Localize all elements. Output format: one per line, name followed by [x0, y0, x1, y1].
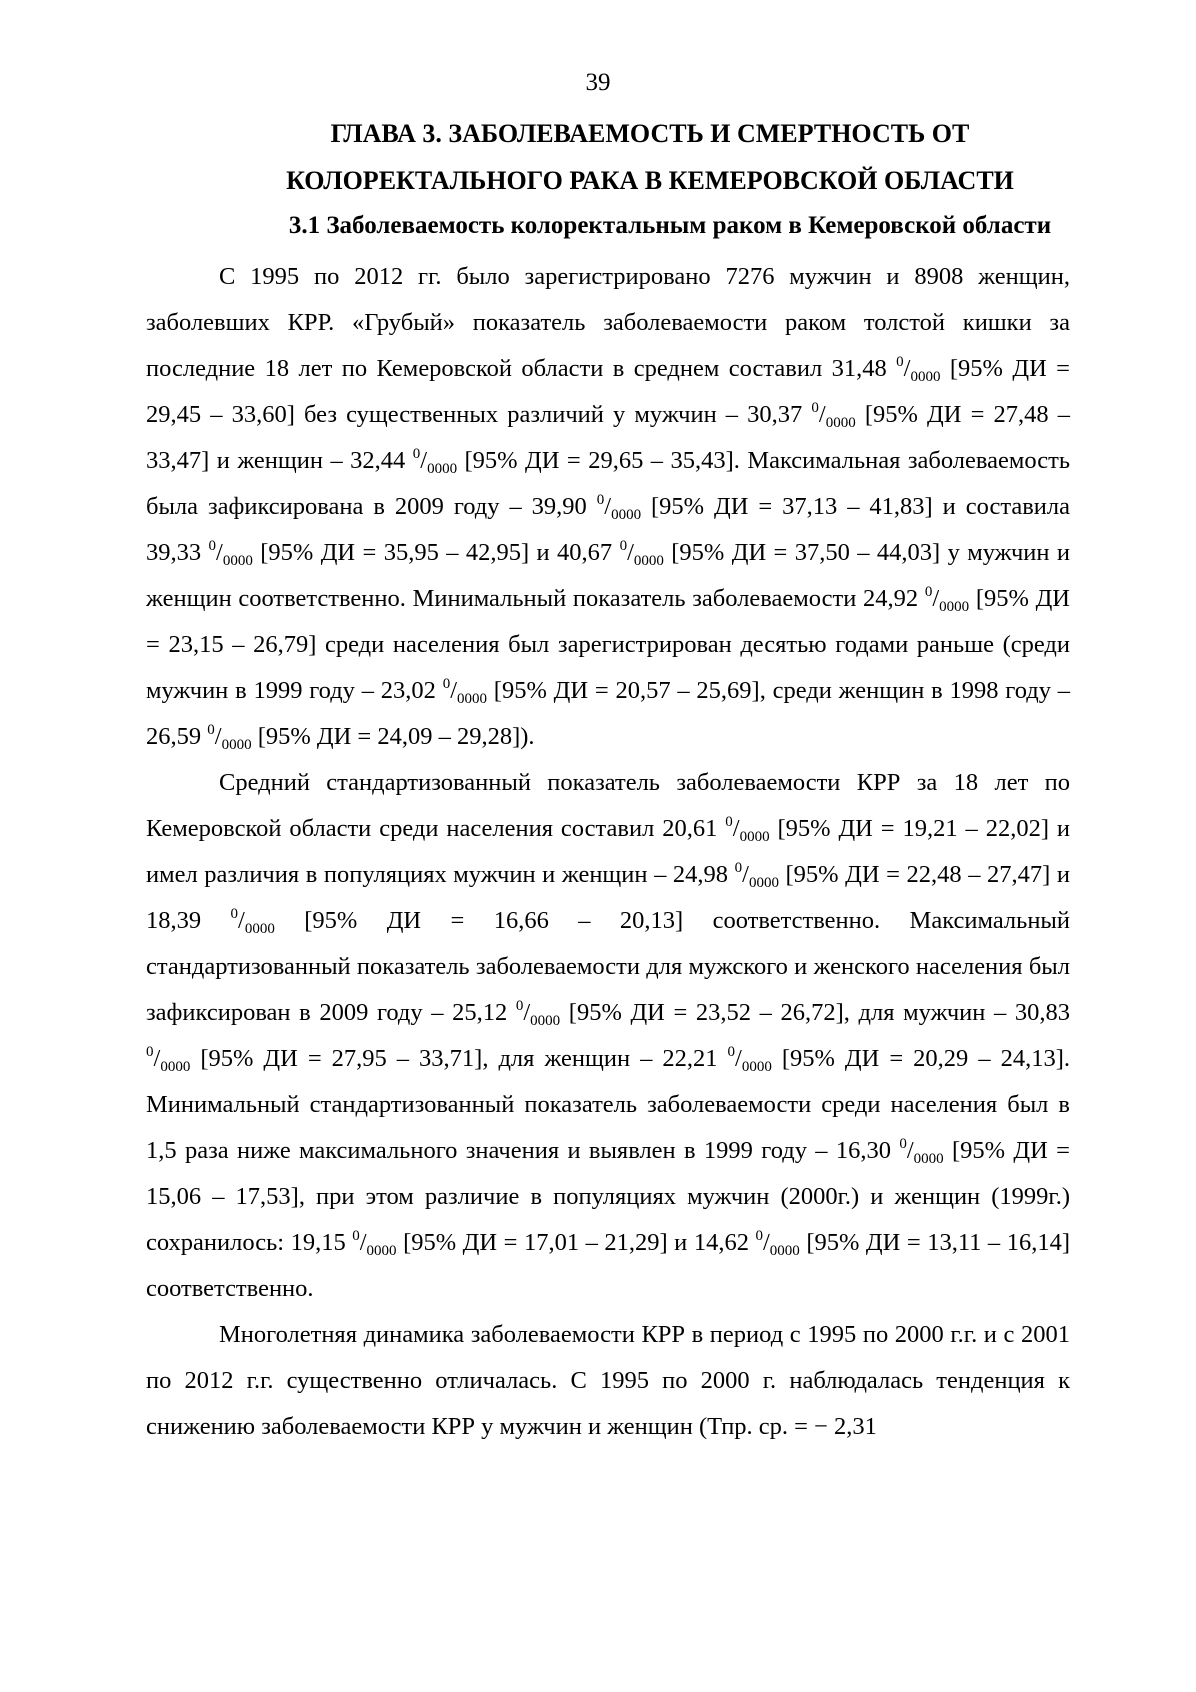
- per-100000-unit: [208, 538, 253, 569]
- paragraph-text: [95% ДИ = 22,48 – 27,47] и 18,39: [146, 861, 1071, 934]
- per-100000-unit: [596, 492, 642, 523]
- unit-superscript: 0: [515, 998, 524, 1014]
- paragraph-text: [95% ДИ = 24,09 – 29,28]).: [251, 723, 535, 750]
- unit-subscript: 0000: [160, 1059, 191, 1075]
- paragraph-text: С 1995 по 2012 гг. было зарегистрировано 7276 мужчин и 8908 женщин, заболевших КРР. «Грубый» показатель заболеваемости раком толстой кишки за последние 18 лет по Кемеровской области в среднем составил 31,48: [146, 263, 1070, 382]
- unit-slash: /: [627, 539, 634, 566]
- unit-subscript: 0000: [769, 1243, 800, 1259]
- unit-subscript: 0000: [741, 1059, 772, 1075]
- section-title: 3.1 Заболеваемость колоректальным раком в Кемеровской области: [288, 212, 1052, 239]
- unit-superscript: 0: [734, 860, 743, 876]
- chapter-title-line-1: ГЛАВА 3. ЗАБОЛЕВАЕМОСТЬ И СМЕРТНОСТЬ ОТ: [330, 119, 970, 148]
- per-100000-unit: [412, 446, 458, 477]
- per-100000-unit: [755, 1228, 800, 1259]
- paragraph-text: [95% ДИ = 37,50 – 44,03] у мужчин и женщин соответственно. Минимальный показатель заболеваемости 24,92: [146, 539, 1071, 612]
- paragraph: [146, 254, 1070, 760]
- unit-subscript: 0000: [633, 553, 664, 569]
- paragraph-text: [95% ДИ = 20,57 – 25,69], среди женщин в 1998 году – 26,59: [146, 677, 1070, 750]
- unit-slash: /: [420, 447, 428, 474]
- per-100000-unit: [515, 998, 561, 1029]
- paragraph-text: [95% ДИ = 29,65 – 35,43]. Максимальная заболеваемость была зафиксирована в 2009 году – 39,90: [146, 447, 1070, 520]
- unit-slash: /: [818, 401, 826, 428]
- unit-superscript: 0: [811, 400, 819, 416]
- paragraph-text: [95% ДИ = 13,11 – 16,14] соответственно.: [146, 1229, 1070, 1302]
- page-number: 39: [585, 69, 611, 96]
- unit-superscript: 0: [596, 492, 605, 508]
- per-100000-unit: [727, 1044, 772, 1075]
- per-100000-unit: [811, 400, 856, 431]
- unit-slash: /: [523, 999, 531, 1026]
- chapter-title: [150, 110, 1150, 204]
- unit-subscript: 0000: [244, 921, 275, 937]
- unit-superscript: 0: [207, 722, 215, 738]
- unit-superscript: 0: [899, 1136, 907, 1152]
- unit-slash: /: [932, 585, 940, 612]
- per-100000-unit: [619, 538, 664, 569]
- unit-superscript: 0: [352, 1228, 360, 1244]
- paragraph-text: [95% ДИ = 15,06 – 17,53], при этом различие в популяциях мужчин (2000г.) и женщин (1999г.) сохранилось: 19,15: [146, 1137, 1070, 1256]
- unit-slash: /: [742, 861, 749, 888]
- paragraph-text: [95% ДИ = 23,15 – 26,79] среди населения был зарегистрирован десятью годами раньше (среди мужчин в 1999 году – 23,02: [146, 585, 1070, 704]
- paragraph-text: [95% ДИ = 17,01 – 21,29] и 14,62: [396, 1229, 756, 1256]
- unit-superscript: 0: [208, 538, 217, 554]
- paragraph-text: Многолетняя динамика заболеваемости КРР в период с 1995 по 2000 г.г. и с 2001 по 2012 г.г. существенно отличалась. С 1995 по 2000 г. наблюдалась тенденция к снижению заболеваемости КРР у мужчин и женщин (Тпр. ср. = − 2,31: [146, 1321, 1070, 1440]
- unit-subscript: 0000: [913, 1151, 944, 1167]
- unit-slash: /: [903, 355, 911, 382]
- unit-slash: /: [238, 907, 245, 934]
- unit-slash: /: [735, 1045, 742, 1072]
- unit-slash: /: [604, 493, 612, 520]
- unit-slash: /: [359, 1229, 367, 1256]
- unit-superscript: 0: [619, 538, 628, 554]
- unit-subscript: 0000: [825, 415, 856, 431]
- unit-subscript: 0000: [221, 737, 252, 753]
- unit-slash: /: [450, 677, 457, 704]
- paragraph-text: [95% ДИ = 27,48 – 33,47] и женщин – 32,44: [146, 401, 1070, 474]
- body-text: [146, 254, 1070, 1450]
- unit-subscript: 0000: [939, 599, 970, 615]
- per-100000-unit: [896, 354, 941, 385]
- per-100000-unit: [207, 722, 252, 753]
- paragraph: [146, 760, 1070, 1312]
- unit-subscript: 0000: [530, 1013, 561, 1029]
- unit-superscript: 0: [896, 354, 904, 370]
- unit-subscript: 0000: [739, 829, 770, 845]
- unit-subscript: 0000: [910, 369, 941, 385]
- unit-superscript: 0: [230, 906, 239, 922]
- paragraph-text: [95% ДИ = 20,29 – 24,13]. Минимальный стандартизованный показатель заболеваемости среди населения был в 1,5 раза ниже максимального значения и выявлен в 1999 году – 16,30: [146, 1045, 1070, 1164]
- per-100000-unit: [899, 1136, 944, 1167]
- unit-slash: /: [153, 1045, 161, 1072]
- unit-slash: /: [906, 1137, 914, 1164]
- per-100000-unit: [442, 676, 487, 707]
- paragraph-text: Средний стандартизованный показатель заболеваемости КРР за 18 лет по Кемеровской области среди населения составил 20,61: [146, 769, 1070, 842]
- unit-superscript: 0: [442, 676, 451, 692]
- paragraph-text: [95% ДИ = 27,95 – 33,71], для женщин – 22,21: [190, 1045, 728, 1072]
- chapter-title-line-2: КОЛОРЕКТАЛЬНОГО РАКА В КЕМЕРОВСКОЙ ОБЛАСТИ: [286, 166, 1014, 195]
- per-100000-unit: [146, 1044, 191, 1075]
- paragraph-text: [95% ДИ = 23,52 – 26,72], для мужчин – 30,83: [560, 999, 1070, 1026]
- unit-subscript: 0000: [427, 461, 458, 477]
- unit-subscript: 0000: [457, 691, 487, 707]
- paragraph-text: [95% ДИ = 29,45 – 33,60] без существенных различий у мужчин – 30,37: [146, 355, 1070, 428]
- unit-superscript: 0: [146, 1044, 154, 1060]
- unit-slash: /: [216, 539, 223, 566]
- paragraph-text: [95% ДИ = 16,66 – 20,13] соответственно. Максимальный стандартизованный показатель заболеваемости для мужского и женского населения был зафиксирован в 2009 году – 25,12: [146, 907, 1071, 1026]
- per-100000-unit: [924, 584, 970, 615]
- unit-superscript: 0: [755, 1228, 763, 1244]
- paragraph-text: [95% ДИ = 35,95 – 42,95] и 40,67: [252, 539, 620, 566]
- paragraph-text: [95% ДИ = 19,21 – 22,02] и имел различия в популяциях мужчин и женщин – 24,98: [146, 815, 1070, 888]
- per-100000-unit: [725, 814, 770, 845]
- paragraph-text: [95% ДИ = 37,13 – 41,83] и составила 39,33: [146, 493, 1070, 566]
- unit-subscript: 0000: [748, 875, 779, 891]
- unit-subscript: 0000: [222, 553, 253, 569]
- unit-slash: /: [762, 1229, 770, 1256]
- per-100000-unit: [230, 906, 275, 937]
- unit-slash: /: [214, 723, 222, 750]
- unit-subscript: 0000: [366, 1243, 397, 1259]
- unit-slash: /: [732, 815, 740, 842]
- unit-superscript: 0: [727, 1044, 736, 1060]
- per-100000-unit: [734, 860, 779, 891]
- unit-superscript: 0: [412, 446, 421, 462]
- per-100000-unit: [352, 1228, 397, 1259]
- unit-subscript: 0000: [611, 507, 642, 523]
- unit-superscript: 0: [924, 584, 933, 600]
- paragraph: [146, 1312, 1070, 1450]
- unit-superscript: 0: [725, 814, 733, 830]
